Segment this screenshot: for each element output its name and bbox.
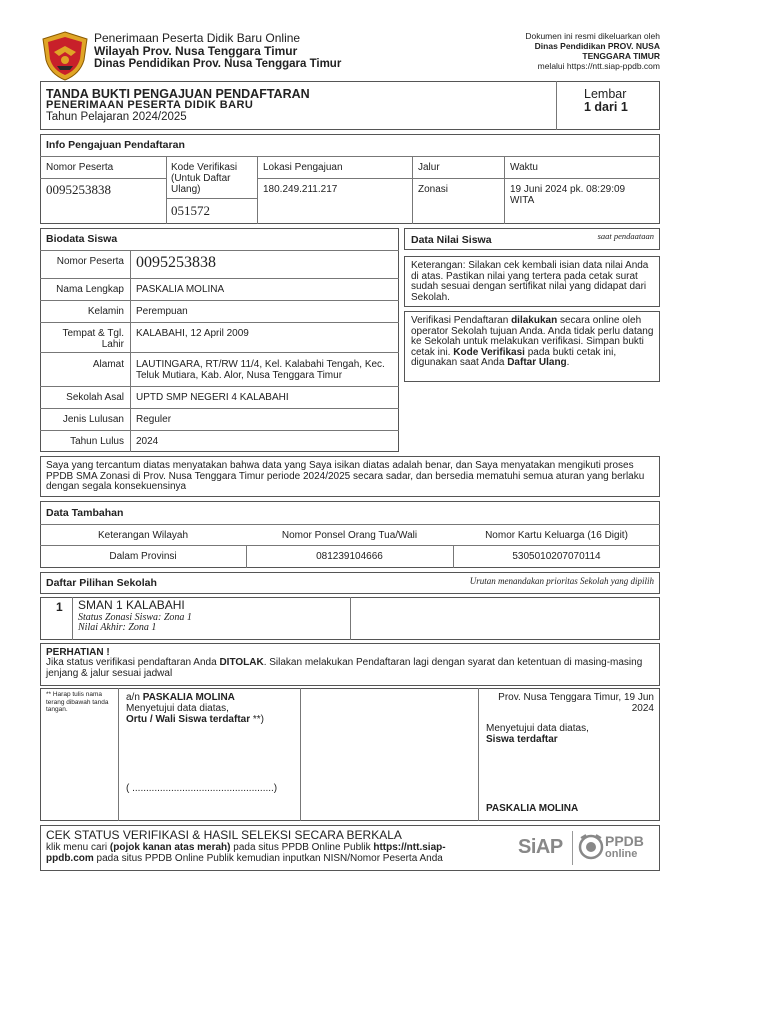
- ortu-signature-block: a/n PASKALIA MOLINA Menyetujui data diatas, Ortu / Wali Siswa terdaftar **): [126, 692, 265, 725]
- ortu-signature-line: ( ...................................................): [126, 783, 278, 794]
- col-kode-verifikasi: Kode Verifikasi (Untuk Daftar Ulang): [171, 162, 238, 195]
- footer-title: CEK STATUS VERIFIKASI & HASIL SELEKSI SECARA BERKALA: [46, 828, 402, 842]
- pilihan-no: 1: [56, 600, 63, 614]
- siswa-signature-block: Menyetujui data diatas, Siswa terdaftar: [486, 723, 589, 745]
- tambahan-h-wilayah: Keterangan Wilayah: [97, 530, 189, 541]
- ppdb-logo-icon: [578, 832, 604, 862]
- info-lokasi: 180.249.211.217: [263, 184, 338, 195]
- info-section-title: Info Pengajuan Pendaftaran: [46, 139, 185, 151]
- tambahan-kk: 5305010207070114: [512, 551, 601, 562]
- bio-value-tahun: 2024: [136, 436, 159, 447]
- tambahan-h-kk: Nomor Kartu Keluarga (16 Digit): [485, 530, 628, 541]
- info-kode-verifikasi: 051572: [171, 203, 210, 218]
- info-waktu: 19 Juni 2024 pk. 08:29:09 WITA: [510, 184, 626, 206]
- document-subtitle: PENERIMAAN PESERTA DIDIK BARU: [46, 99, 254, 111]
- student-signature-name: PASKALIA MOLINA: [486, 803, 579, 814]
- pilihan-status: Status Zonasi Siswa: Zona 1: [78, 612, 192, 623]
- ppdb-logo-text: PPDB online: [605, 833, 644, 860]
- bio-label-nomor: Nomor Peserta: [56, 256, 124, 267]
- bio-label-sekolah: Sekolah Asal: [66, 392, 124, 403]
- verifikasi-text: Verifikasi Pendaftaran dilakukan secara online oleh operator Sekolah tujuan Anda. Anda tidak perlu datang ke Sekolah untuk melakukan verifikasi. Simpan bukti cetak ini. Kode Verifikasi pada bukti cetak ini, digunakan saat Anda Daftar Ulang.: [411, 315, 654, 368]
- col-jalur: Jalur: [418, 162, 440, 173]
- signature-hint: ** Harap tulis nama terang dibawah tanda tangan.: [46, 691, 109, 713]
- bio-value-kelamin: Perempuan: [136, 306, 188, 317]
- pilihan-school: SMAN 1 KALABAHI: [78, 598, 185, 612]
- tambahan-section-title: Data Tambahan: [46, 507, 124, 519]
- header-line-1: Penerimaan Peserta Didik Baru Online: [94, 31, 301, 45]
- pilihan-note: Urutan menandakan prioritas Sekolah yang dipilih: [469, 576, 654, 586]
- siap-logo: SiAP: [518, 836, 563, 858]
- bio-label-ttl: Tempat & Tgl. Lahir: [62, 328, 124, 350]
- nilai-section-title: Data Nilai Siswa: [411, 234, 492, 246]
- bio-label-jenis: Jenis Lulusan: [62, 414, 124, 425]
- col-waktu: Waktu: [510, 162, 538, 173]
- sheet-label: Lembar: [584, 87, 627, 101]
- col-nomor-peserta: Nomor Peserta: [46, 162, 114, 173]
- footer-text: klik menu cari (pojok kanan atas merah) pada situs PPDB Online Publik https://ntt.siap-ppdb.com pada situs PPDB Online Publik kemudian inputkan NISN/Nomor Peserta Anda: [46, 842, 446, 864]
- perhatian-title: PERHATIAN !: [46, 647, 110, 658]
- sheet-value: 1 dari 1: [584, 100, 628, 114]
- info-jalur: Zonasi: [418, 184, 449, 195]
- bio-label-kelamin: Kelamin: [87, 306, 124, 317]
- bio-value-alamat: LAUTINGARA, RT/RW 11/4, Kel. Kalabahi Tengah, Kec. Teluk Mutiara, Kab. Alor, Nusa Tenggara Timur: [136, 359, 385, 381]
- tambahan-ponsel: 081239104666: [316, 551, 383, 562]
- bio-value-sekolah: UPTD SMP NEGERI 4 KALABAHI: [136, 392, 289, 403]
- info-nomor-peserta: 0095253838: [46, 182, 111, 197]
- province-emblem: [40, 30, 90, 82]
- bio-label-nama: Nama Lengkap: [56, 284, 124, 295]
- bio-value-jenis: Reguler: [136, 414, 172, 425]
- document-title: TANDA BUKTI PENGAJUAN PENDAFTARAN: [46, 87, 310, 101]
- tambahan-wilayah: Dalam Provinsi: [109, 551, 177, 562]
- bio-value-nomor: 0095253838: [136, 254, 216, 271]
- bio-value-nama: PASKALIA MOLINA: [136, 284, 225, 295]
- issued-note: Dokumen ini resmi dikeluarkan oleh Dinas Pendidikan PROV. NUSA TENGGARA TIMUR melalui https://ntt.siap-ppdb.com: [525, 31, 660, 71]
- nilai-note: saat pendaataan: [597, 231, 654, 241]
- col-lokasi: Lokasi Pengajuan: [263, 162, 343, 173]
- nilai-keterangan: Keterangan: Silakan cek kembali isian data nilai Anda di atas. Pastikan nilai yang tertera pada cetak surat sudah sesuai dengan sertifikat nilai yang didapat dari Sekolah.: [411, 260, 649, 303]
- bio-label-tahun: Tahun Lulus: [70, 436, 124, 447]
- pilihan-section-title: Daftar Pilihan Sekolah: [46, 577, 157, 589]
- sign-place-date: Prov. Nusa Tenggara Timur, 19 Jun 2024: [498, 692, 654, 714]
- header-line-3: Dinas Pendidikan Prov. Nusa Tenggara Timur: [94, 58, 342, 70]
- school-year: Tahun Pelajaran 2024/2025: [46, 111, 187, 123]
- biodata-section-title: Biodata Siswa: [46, 233, 118, 245]
- pilihan-nilai: Nilai Akhir: Zona 1: [78, 622, 157, 633]
- header-line-2: Wilayah Prov. Nusa Tenggara Timur: [94, 44, 298, 58]
- tambahan-h-ponsel: Nomor Ponsel Orang Tua/Wali: [281, 530, 418, 541]
- statement-text: Saya yang tercantum diatas menyatakan bahwa data yang Saya isikan diatas adalah benar, dan Saya menyatakan mengikuti proses PPDB SMA Zonasi di Prov. Nusa Tenggara Timur periode 2024/2025 secara sadar, dan bersedia mematuhi semua aturan yang berlaku dengan segala konsekuensinya: [46, 460, 645, 492]
- bio-value-ttl: KALABAHI, 12 April 2009: [136, 328, 249, 339]
- perhatian-text: Jika status verifikasi pendaftaran Anda DITOLAK. Silakan melakukan Pendaftaran lagi dengan syarat dan ketentuan di masing-masing jenjang & jalur sesuai jadwal: [46, 657, 643, 679]
- bio-label-alamat: Alamat: [92, 359, 124, 370]
